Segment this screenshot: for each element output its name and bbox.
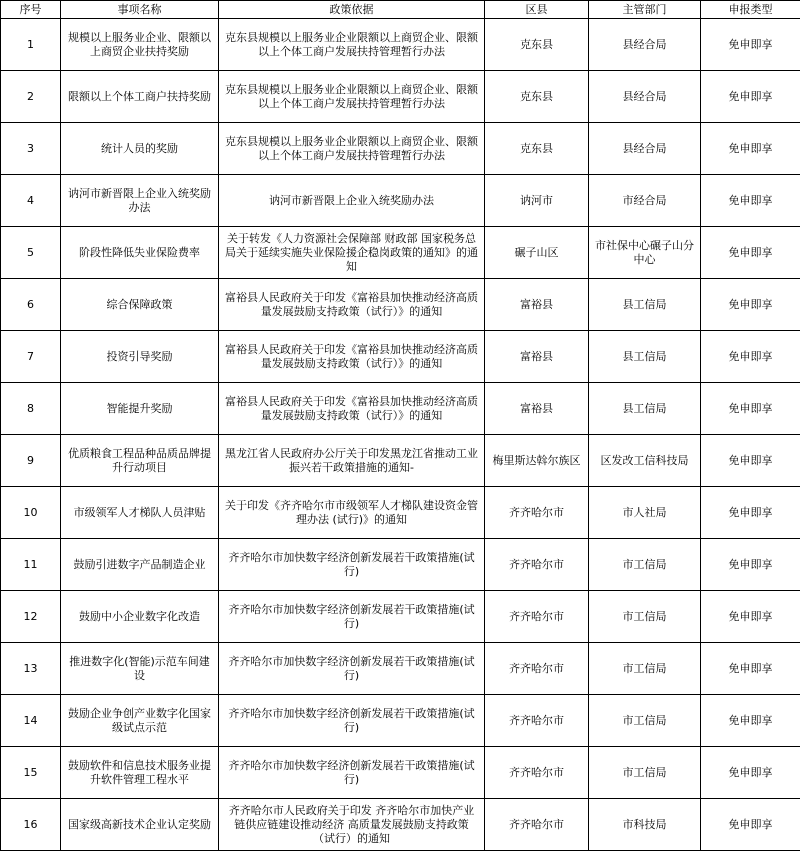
table-row [1, 175, 800, 227]
header-apply-type: 申报类型 [701, 1, 800, 19]
cell-serial: 9 [1, 435, 61, 487]
cell-apply-type: 免申即享 [701, 487, 800, 539]
cell-county: 克东县 [485, 123, 589, 175]
cell-policy-basis: 黑龙江省人民政府办公厅关于印发黑龙江省推动工业振兴若干政策措施的通知- [219, 435, 485, 487]
cell-policy-basis: 富裕县人民政府关于印发《富裕县加快推动经济高质量发展鼓励支持政策（试行）》的通知 [219, 331, 485, 383]
cell-policy-basis: 克东县规模以上服务业企业限额以上商贸企业、限额以上个体工商户发展扶持管理暂行办法 [219, 19, 485, 71]
cell-department: 市经合局 [589, 175, 701, 227]
cell-apply-type: 免申即享 [701, 19, 800, 71]
cell-apply-type: 免申即享 [701, 279, 800, 331]
table-row [1, 331, 800, 383]
cell-department: 市工信局 [589, 747, 701, 799]
cell-serial: 4 [1, 175, 61, 227]
cell-serial: 6 [1, 279, 61, 331]
cell-county: 齐齐哈尔市 [485, 591, 589, 643]
cell-department: 区发改工信科技局 [589, 435, 701, 487]
cell-serial: 12 [1, 591, 61, 643]
table-row [1, 591, 800, 643]
cell-apply-type: 免申即享 [701, 123, 800, 175]
table-row [1, 487, 800, 539]
table-body [1, 19, 800, 851]
cell-department: 市工信局 [589, 643, 701, 695]
cell-serial: 16 [1, 799, 61, 851]
table-row [1, 227, 800, 279]
cell-county: 碾子山区 [485, 227, 589, 279]
cell-county: 克东县 [485, 71, 589, 123]
cell-item-name: 投资引导奖励 [61, 331, 219, 383]
cell-policy-basis: 齐齐哈尔市加快数字经济创新发展若干政策措施(试行) [219, 643, 485, 695]
cell-policy-basis: 富裕县人民政府关于印发《富裕县加快推动经济高质量发展鼓励支持政策（试行）》的通知 [219, 383, 485, 435]
cell-county: 齐齐哈尔市 [485, 747, 589, 799]
cell-policy-basis: 讷河市新晋限上企业入统奖励办法 [219, 175, 485, 227]
header-row [1, 1, 800, 19]
cell-policy-basis: 齐齐哈尔市加快数字经济创新发展若干政策措施(试行) [219, 747, 485, 799]
cell-county: 齐齐哈尔市 [485, 487, 589, 539]
cell-serial: 8 [1, 383, 61, 435]
cell-policy-basis: 齐齐哈尔市加快数字经济创新发展若干政策措施(试行) [219, 695, 485, 747]
cell-policy-basis: 齐齐哈尔市加快数字经济创新发展若干政策措施(试行) [219, 539, 485, 591]
cell-department: 市工信局 [589, 695, 701, 747]
cell-item-name: 鼓励中小企业数字化改造 [61, 591, 219, 643]
cell-policy-basis: 关于转发《人力资源社会保障部 财政部 国家税务总局关于延续实施失业保险援企稳岗政策的通知》的通知 [219, 227, 485, 279]
cell-item-name: 讷河市新晋限上企业入统奖励办法 [61, 175, 219, 227]
cell-serial: 14 [1, 695, 61, 747]
cell-item-name: 统计人员的奖励 [61, 123, 219, 175]
cell-apply-type: 免申即享 [701, 175, 800, 227]
cell-item-name: 市级领军人才梯队人员津贴 [61, 487, 219, 539]
table-row [1, 747, 800, 799]
table-row [1, 643, 800, 695]
cell-county: 讷河市 [485, 175, 589, 227]
cell-item-name: 优质粮食工程品种品质品牌提升行动项目 [61, 435, 219, 487]
cell-county: 富裕县 [485, 383, 589, 435]
table-row [1, 539, 800, 591]
cell-serial: 5 [1, 227, 61, 279]
header-policy-basis: 政策依据 [219, 1, 485, 19]
cell-department: 市工信局 [589, 539, 701, 591]
cell-policy-basis: 克东县规模以上服务业企业限额以上商贸企业、限额以上个体工商户发展扶持管理暂行办法 [219, 71, 485, 123]
cell-apply-type: 免申即享 [701, 799, 800, 851]
table-row [1, 435, 800, 487]
cell-county: 克东县 [485, 19, 589, 71]
cell-policy-basis: 关于印发《齐齐哈尔市市级领军人才梯队建设资金管理办法 (试行)》的通知 [219, 487, 485, 539]
cell-department: 县工信局 [589, 383, 701, 435]
cell-item-name: 国家级高新技术企业认定奖励 [61, 799, 219, 851]
cell-apply-type: 免申即享 [701, 643, 800, 695]
cell-department: 市科技局 [589, 799, 701, 851]
cell-serial: 1 [1, 19, 61, 71]
cell-serial: 11 [1, 539, 61, 591]
cell-item-name: 综合保障政策 [61, 279, 219, 331]
cell-department: 市社保中心碾子山分中心 [589, 227, 701, 279]
cell-item-name: 推进数字化(智能)示范车间建设 [61, 643, 219, 695]
cell-item-name: 鼓励软件和信息技术服务业提升软件管理工程水平 [61, 747, 219, 799]
cell-department: 县经合局 [589, 71, 701, 123]
cell-apply-type: 免申即享 [701, 331, 800, 383]
cell-policy-basis: 富裕县人民政府关于印发《富裕县加快推动经济高质量发展鼓励支持政策（试行）》的通知 [219, 279, 485, 331]
cell-department: 县工信局 [589, 331, 701, 383]
cell-apply-type: 免申即享 [701, 539, 800, 591]
cell-county: 富裕县 [485, 331, 589, 383]
cell-department: 县经合局 [589, 123, 701, 175]
cell-county: 齐齐哈尔市 [485, 799, 589, 851]
cell-serial: 10 [1, 487, 61, 539]
cell-policy-basis: 齐齐哈尔市加快数字经济创新发展若干政策措施(试行) [219, 591, 485, 643]
cell-policy-basis: 齐齐哈尔市人民政府关于印发 齐齐哈尔市加快产业链供应链建设推动经济 高质量发展鼓励支持政策（试行）的通知 [219, 799, 485, 851]
cell-apply-type: 免申即享 [701, 227, 800, 279]
cell-apply-type: 免申即享 [701, 71, 800, 123]
cell-item-name: 阶段性降低失业保险费率 [61, 227, 219, 279]
cell-apply-type: 免申即享 [701, 383, 800, 435]
cell-item-name: 规模以上服务业企业、限额以上商贸企业扶持奖励 [61, 19, 219, 71]
header-department: 主管部门 [589, 1, 701, 19]
table-row [1, 383, 800, 435]
table-row [1, 71, 800, 123]
table-row [1, 279, 800, 331]
table-row [1, 799, 800, 851]
table-row [1, 123, 800, 175]
cell-item-name: 智能提升奖励 [61, 383, 219, 435]
cell-serial: 13 [1, 643, 61, 695]
cell-department: 市人社局 [589, 487, 701, 539]
cell-department: 县工信局 [589, 279, 701, 331]
header-county: 区县 [485, 1, 589, 19]
cell-county: 齐齐哈尔市 [485, 539, 589, 591]
cell-department: 市工信局 [589, 591, 701, 643]
cell-apply-type: 免申即享 [701, 435, 800, 487]
cell-apply-type: 免申即享 [701, 591, 800, 643]
cell-county: 富裕县 [485, 279, 589, 331]
cell-serial: 3 [1, 123, 61, 175]
table-row [1, 19, 800, 71]
cell-serial: 15 [1, 747, 61, 799]
cell-item-name: 限额以上个体工商户扶持奖励 [61, 71, 219, 123]
cell-apply-type: 免申即享 [701, 695, 800, 747]
cell-county: 梅里斯达斡尔族区 [485, 435, 589, 487]
table-row [1, 695, 800, 747]
cell-item-name: 鼓励企业争创产业数字化国家级试点示范 [61, 695, 219, 747]
cell-apply-type: 免申即享 [701, 747, 800, 799]
cell-serial: 2 [1, 71, 61, 123]
cell-county: 齐齐哈尔市 [485, 695, 589, 747]
cell-county: 齐齐哈尔市 [485, 643, 589, 695]
cell-department: 县经合局 [589, 19, 701, 71]
cell-policy-basis: 克东县规模以上服务业企业限额以上商贸企业、限额以上个体工商户发展扶持管理暂行办法 [219, 123, 485, 175]
cell-serial: 7 [1, 331, 61, 383]
header-serial: 序号 [1, 1, 61, 19]
header-item-name: 事项名称 [61, 1, 219, 19]
cell-item-name: 鼓励引进数字产品制造企业 [61, 539, 219, 591]
